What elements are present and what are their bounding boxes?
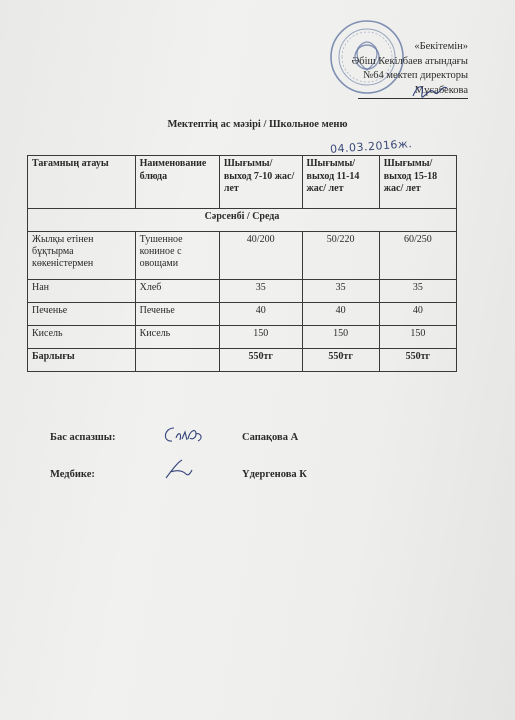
table-row xyxy=(28,303,457,326)
yield-7-10: 40/200 xyxy=(219,232,302,280)
dish-kz: Кисель xyxy=(28,326,136,349)
director-signature xyxy=(410,80,450,102)
menu-table xyxy=(27,155,457,372)
dish-ru: Хлеб xyxy=(135,280,219,303)
dish-kz: Нан xyxy=(28,280,136,303)
chef-label: Бас аспазшы: xyxy=(50,432,116,443)
header-yield-15-18: Шығымы/ выход 15-18 жас/ лет xyxy=(379,156,456,209)
yield-11-14: 40 xyxy=(302,303,379,326)
yield-11-14: 35 xyxy=(302,280,379,303)
table-row xyxy=(28,280,457,303)
header-kz-name: Тағамның атауы xyxy=(28,156,136,209)
page-title: Мектептің ас мәзірі / Школьное меню xyxy=(167,119,348,130)
table-header-row xyxy=(28,156,457,209)
dish-kz: Печенье xyxy=(28,303,136,326)
yield-7-10: 150 xyxy=(219,326,302,349)
header-yield-7-10: Шығымы/ выход 7-10 жас/ лет xyxy=(219,156,302,209)
yield-11-14: 150 xyxy=(302,326,379,349)
yield-15-18: 60/250 xyxy=(379,232,456,280)
handwritten-date: 04.03.2016ж. xyxy=(329,137,413,156)
approval-line-1: «Бекітемін» xyxy=(414,41,468,52)
yield-15-18: 40 xyxy=(379,303,456,326)
total-7-10: 550тг xyxy=(219,349,302,372)
yield-11-14: 50/220 xyxy=(302,232,379,280)
nurse-label: Медбике: xyxy=(50,469,95,480)
yield-7-10: 35 xyxy=(219,280,302,303)
yield-15-18: 150 xyxy=(379,326,456,349)
dish-ru: Кисель xyxy=(135,326,219,349)
chef-name: Сапақова А xyxy=(242,432,299,443)
day-label: Сәрсенбі / Среда xyxy=(28,209,457,232)
approval-line-3: №64 мектеп директоры xyxy=(363,70,468,81)
header-ru-name: Наименование блюда xyxy=(135,156,219,209)
dish-ru: Печенье xyxy=(135,303,219,326)
header-yield-11-14: Шығымы/ выход 11-14 жас/ лет xyxy=(302,156,379,209)
dish-ru: Тушенное кониное с овощами xyxy=(135,232,219,280)
total-row xyxy=(28,349,457,372)
total-11-14: 550тг xyxy=(302,349,379,372)
yield-15-18: 35 xyxy=(379,280,456,303)
dish-kz: Жылқы етінен бұқтырма көкеністермен xyxy=(28,232,136,280)
day-row xyxy=(28,209,457,232)
approval-line-2: Әбіш Кекілбаев атындағы xyxy=(351,55,468,67)
table-row xyxy=(28,326,457,349)
table-row xyxy=(28,232,457,280)
nurse-signature xyxy=(162,456,196,482)
approval-line-4: Мұсабекова xyxy=(358,84,468,100)
total-15-18: 550тг xyxy=(379,349,456,372)
chef-signature xyxy=(160,422,208,448)
nurse-name: Үдергенова К xyxy=(242,469,307,480)
yield-7-10: 40 xyxy=(219,303,302,326)
total-label: Барлығы xyxy=(28,349,136,372)
total-empty-cell xyxy=(135,349,219,372)
